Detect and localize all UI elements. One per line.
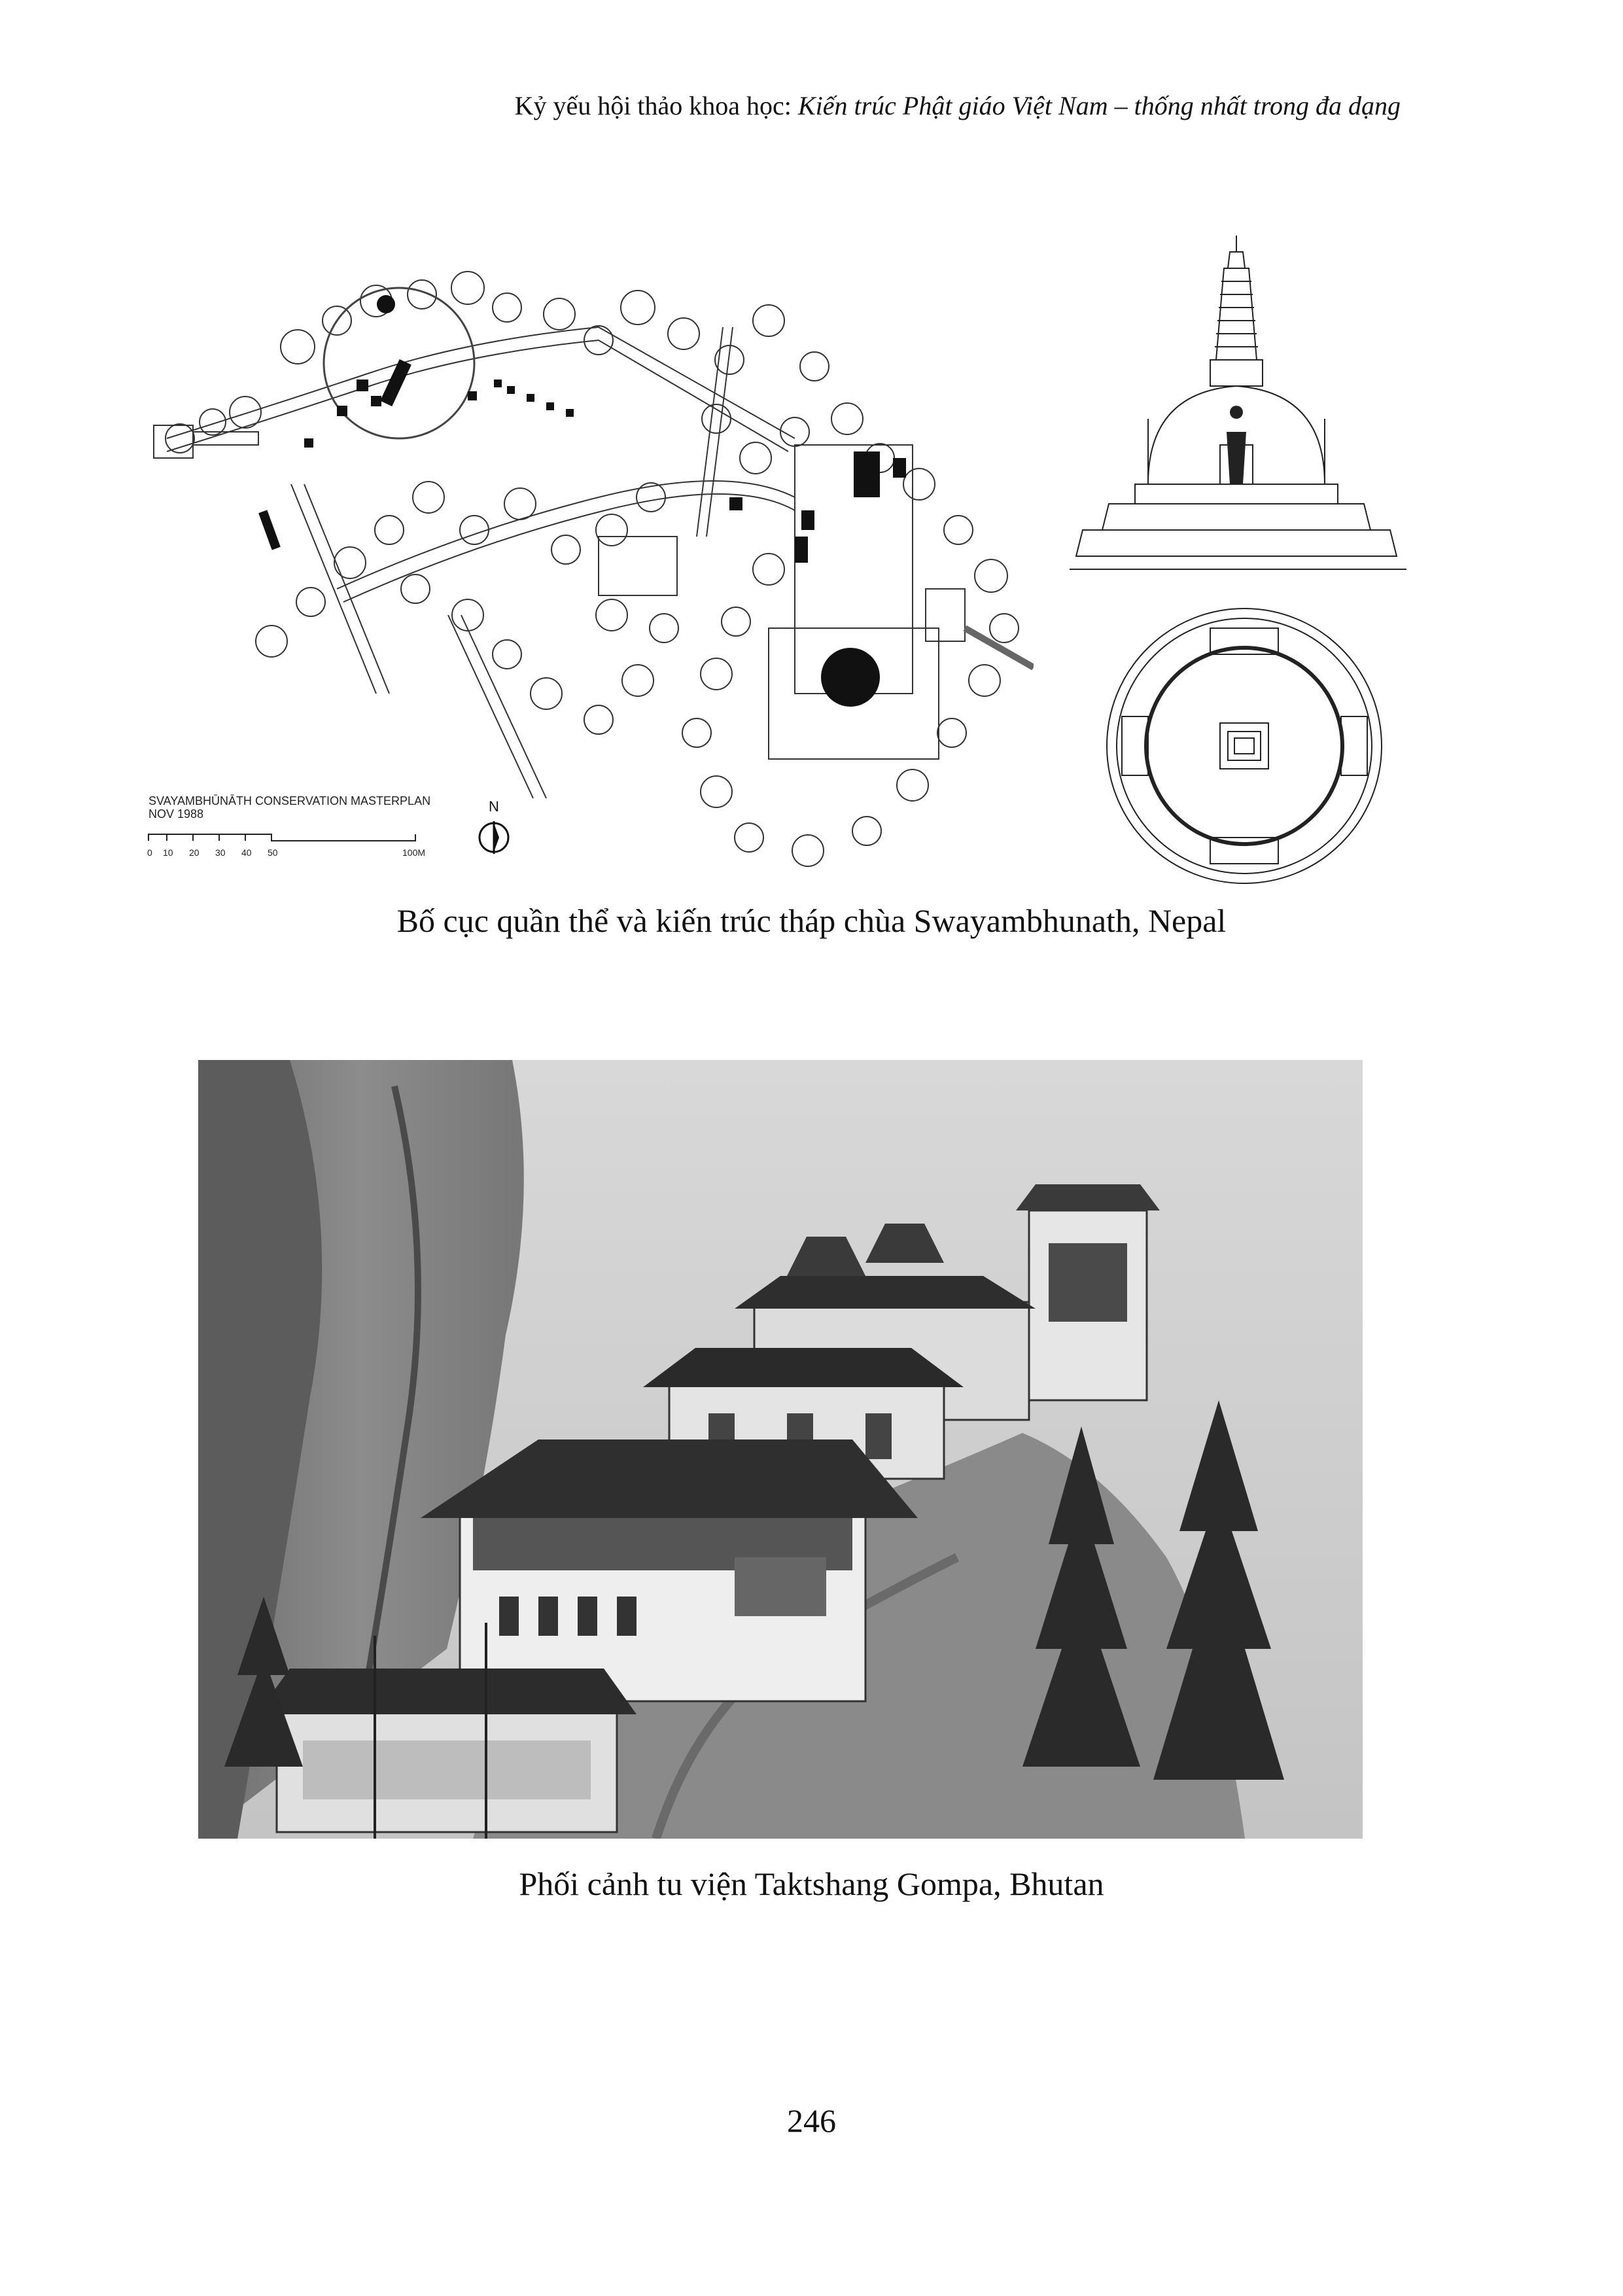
plan-title: SVAYAMBHŪNĀTH CONSERVATION MASTERPLAN [148,794,431,807]
scale-tick-40: 40 [241,847,252,858]
header-prefix: Kỷ yếu hội thảo khoa học: [514,91,798,120]
figure-swayambhunath [141,222,1406,890]
stupa-elevation-drawing [1070,222,1406,589]
figure2-caption: Phối cảnh tu viện Taktshang Gompa, Bhutan [519,1865,1104,1902]
figure1-caption: Bố cục quần thể và kiến trúc tháp chùa Swayambhunath, Nepal [396,902,1227,939]
scale-tick-10: 10 [163,847,173,858]
page-number: 246 [787,2102,836,2139]
plan-date: NOV 1988 [148,807,204,821]
scale-tick-50: 50 [268,847,278,858]
scale-tick-20: 20 [189,847,200,858]
site-masterplan-drawing [141,222,1034,890]
taktshang-monastery-illustration [198,1060,1363,1839]
north-label: N [489,798,499,815]
header-title: Kiến trúc Phật giáo Việt Nam – thống nhất trong đa dạng [797,91,1401,120]
stupa-plan-drawing [1083,602,1406,890]
scale-tick-30: 30 [215,847,226,858]
running-header [515,90,1401,121]
scale-tick-0: 0 [147,847,152,858]
scale-end: 100M [402,847,426,858]
north-arrow-icon [480,798,508,854]
